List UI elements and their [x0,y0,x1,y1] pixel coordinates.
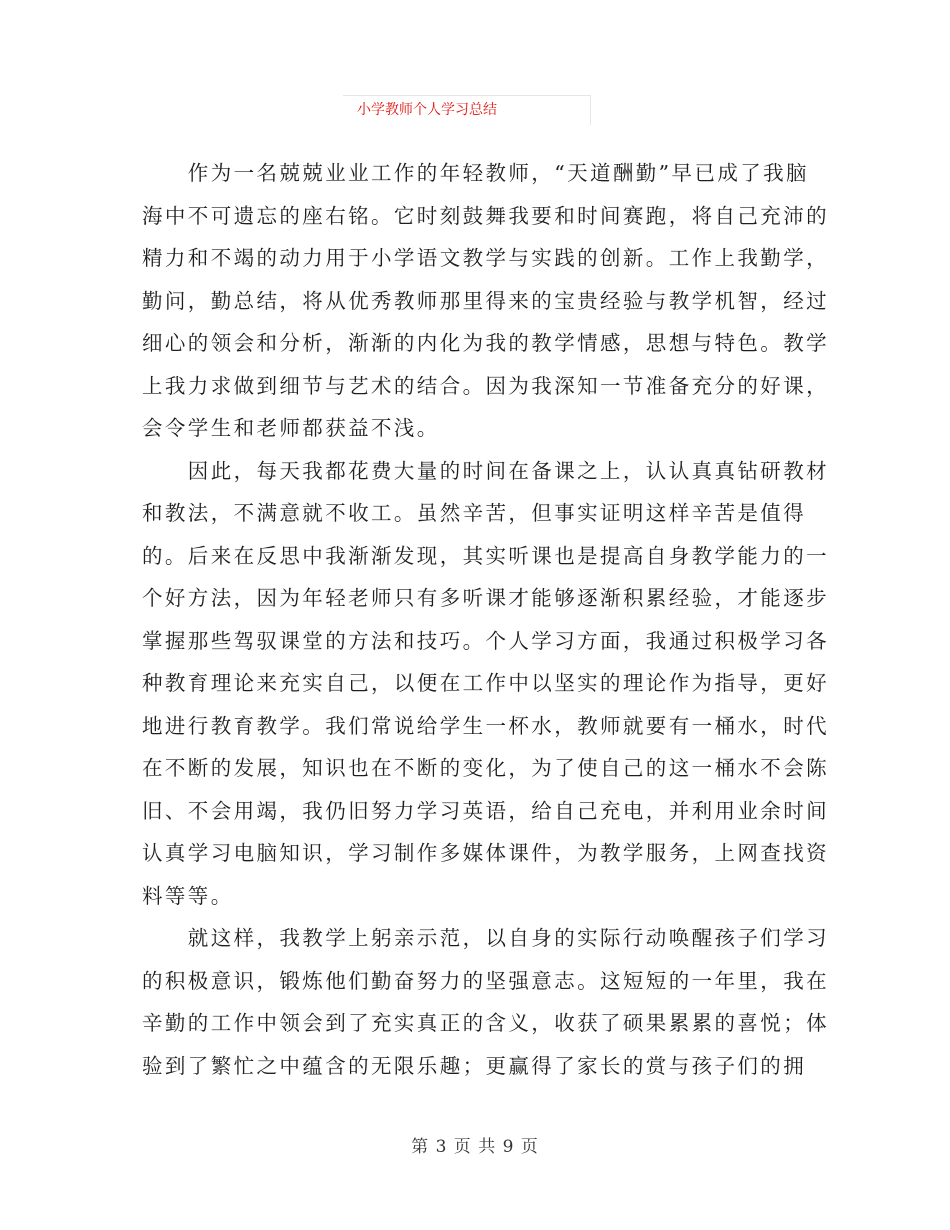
paragraph [142,450,829,918]
text-line: 地进行教育教学。我们常说给学生一杯水，教师就要有一桶水，时代 [142,713,829,738]
text-line: 个好方法，因为年轻老师只有多听课才能够逐渐积累经验，才能逐步 [142,586,829,610]
text-line: 海中不可遗忘的座右铭。它时刻鼓舞我要和时间赛跑，将自己充沛的 [142,203,829,228]
document-title: 小学教师个人学习总结 [357,102,497,118]
text-line: 在不断的发展，知识也在不断的变化，为了使自己的这一桶水不会陈 [142,756,829,780]
text-line: 和教法，不满意就不收工。虽然辛苦，但事实证明这样辛苦是值得 [142,501,807,525]
text-line: 认真学习电脑知识，学习制作多媒体课件，为教学服务，上网查找资 [142,841,829,865]
text-line: 的积极意识，锻炼他们勤奋努力的坚强意志。这短短的一年里，我在 [142,968,829,993]
text-line: 作为一名兢兢业业工作的年轻教师，“天道酬勤”早已成了我脑 [142,161,809,185]
text-line: 勤问，勤总结，将从优秀教师那里得来的宝贵经验与教学机智，经过 [142,288,829,313]
text-line: 种教育理论来充实自己，以便在工作中以坚实的理论作为指导，更好 [142,671,829,695]
text-line: 精力和不竭的动力用于小学语文教学与实践的创新。工作上我勤学， [142,246,829,270]
body-text [142,152,829,1087]
text-line: 细心的领会和分析，渐渐的内化为我的教学情感，思想与特色。教学 [142,331,829,355]
text-line: 旧、不会用竭，我仍旧努力学习英语，给自己充电，并利用业余时间 [142,798,829,823]
page-number-footer: 第 3 页 共 9 页 [411,1137,539,1157]
text-line: 料等等。 [142,883,234,908]
paragraph [142,917,829,1087]
text-line: 上我力求做到细节与艺术的结合。因为我深知一节准备充分的好课， [142,373,829,398]
text-line: 掌握那些驾驭课堂的方法和技巧。个人学习方面，我通过积极学习各 [142,628,829,653]
paragraph [142,152,829,450]
text-line: 验到了繁忙之中蕴含的无限乐趣；更赢得了家长的赏与孩子们的拥 [142,1053,807,1078]
text-line: 的。后来在反思中我渐渐发现，其实听课也是提高自身教学能力的一 [142,543,829,568]
text-line: 因此，每天我都花费大量的时间在备课之上，认认真真钻研教材 [142,458,829,483]
text-line: 就这样，我教学上躬亲示范，以自身的实际行动唤醒孩子们学习 [142,926,829,950]
text-line: 辛勤的工作中领会到了充实真正的含义，收获了硕果累累的喜悦；体 [142,1011,829,1035]
text-line: 会令学生和老师都获益不浅。 [142,416,440,440]
